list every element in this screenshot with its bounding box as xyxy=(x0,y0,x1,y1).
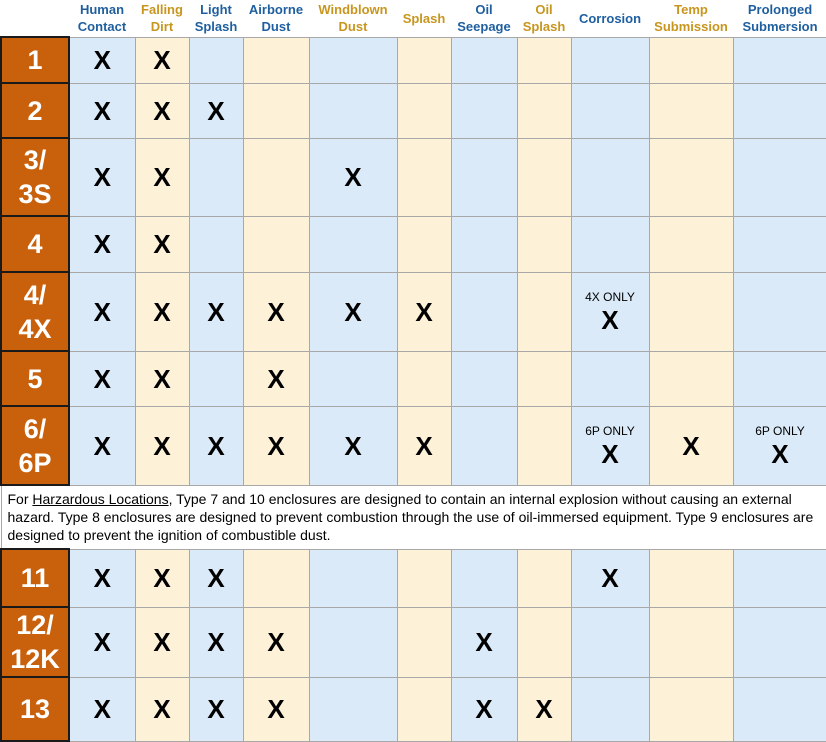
protection-cell xyxy=(451,37,517,83)
enclosure-type-cell xyxy=(1,216,69,272)
enclosure-type-cell xyxy=(1,272,69,351)
hazardous-locations-note xyxy=(1,485,826,549)
protection-cell xyxy=(243,406,309,485)
protection-cell xyxy=(571,607,649,677)
check-mark: X xyxy=(70,695,135,723)
protection-cell xyxy=(243,138,309,216)
column-header-line: Dust xyxy=(309,18,397,35)
protection-cell xyxy=(309,677,397,741)
protection-cell xyxy=(733,607,826,677)
protection-cell xyxy=(309,216,397,272)
check-mark: X xyxy=(190,695,243,723)
check-mark: X xyxy=(398,298,451,326)
protection-cell xyxy=(243,607,309,677)
protection-cell xyxy=(571,138,649,216)
check-mark: X xyxy=(136,163,189,191)
check-mark: X xyxy=(190,298,243,326)
protection-cell xyxy=(397,37,451,83)
enclosure-type-cell xyxy=(1,37,69,83)
protection-cell xyxy=(649,83,733,138)
protection-cell xyxy=(397,677,451,741)
protection-cell xyxy=(451,272,517,351)
check-mark: X xyxy=(518,695,571,723)
protection-cell xyxy=(189,351,243,406)
check-mark: X xyxy=(136,230,189,258)
column-header-line: Temp xyxy=(649,1,733,18)
check-mark: X xyxy=(136,365,189,393)
protection-cell xyxy=(69,138,135,216)
protection-cell xyxy=(189,607,243,677)
protection-cell xyxy=(733,351,826,406)
protection-cell xyxy=(733,677,826,741)
enclosure-type-cell xyxy=(1,607,69,677)
enclosure-type-label: 12K xyxy=(2,642,68,676)
column-header xyxy=(649,0,733,37)
protection-cell xyxy=(189,216,243,272)
check-mark: X xyxy=(452,695,517,723)
protection-cell xyxy=(309,272,397,351)
protection-cell xyxy=(397,607,451,677)
check-mark: X xyxy=(572,440,649,468)
check-mark: X xyxy=(244,365,309,393)
table-row xyxy=(1,549,826,607)
check-mark: X xyxy=(70,564,135,592)
column-header-line: Human xyxy=(69,1,135,18)
note-text: , Type 7 and 10 enclosures are designed to contain an internal explosion without causing an external hazard. Type 8 enclosures are designed to prevent combustion through the use of oil-immersed equipment. Type 9 enclosures are designed to prevent the ignition of combustible dust. xyxy=(8,491,814,543)
protection-cell xyxy=(135,549,189,607)
enclosure-type-cell xyxy=(1,549,69,607)
protection-cell xyxy=(571,549,649,607)
check-mark: X xyxy=(244,628,309,656)
column-header xyxy=(69,0,135,37)
check-mark: X xyxy=(190,432,243,460)
protection-cell xyxy=(517,272,571,351)
column-header-line: Corrosion xyxy=(571,10,649,27)
check-mark: X xyxy=(310,298,397,326)
protection-cell xyxy=(69,549,135,607)
protection-cell xyxy=(243,677,309,741)
check-mark: X xyxy=(190,628,243,656)
check-mark: X xyxy=(190,564,243,592)
protection-cell xyxy=(189,406,243,485)
check-mark: X xyxy=(244,432,309,460)
check-mark: X xyxy=(70,298,135,326)
table-row xyxy=(1,216,826,272)
protection-cell xyxy=(733,549,826,607)
column-header-line: Submersion xyxy=(733,18,826,35)
protection-cell xyxy=(451,351,517,406)
column-header-line: Oil xyxy=(451,1,517,18)
protection-cell xyxy=(571,677,649,741)
protection-cell xyxy=(397,272,451,351)
protection-cell xyxy=(397,138,451,216)
column-header-line: Windblown xyxy=(309,1,397,18)
protection-cell xyxy=(571,83,649,138)
enclosure-type-label: 2 xyxy=(2,94,68,128)
protection-cell xyxy=(451,138,517,216)
column-header-line: Oil xyxy=(517,1,571,18)
check-mark: X xyxy=(136,695,189,723)
protection-cell xyxy=(571,37,649,83)
protection-cell xyxy=(69,83,135,138)
header-row xyxy=(1,0,826,37)
enclosure-type-label: 4X xyxy=(2,312,68,346)
protection-cell xyxy=(517,351,571,406)
table-row xyxy=(1,406,826,485)
protection-cell xyxy=(243,37,309,83)
table-row xyxy=(1,83,826,138)
column-header-line: Seepage xyxy=(451,18,517,35)
protection-cell xyxy=(451,607,517,677)
column-header xyxy=(517,0,571,37)
info-row xyxy=(1,485,826,549)
protection-cell xyxy=(649,138,733,216)
protection-cell xyxy=(733,83,826,138)
column-header xyxy=(733,0,826,37)
protection-cell xyxy=(189,677,243,741)
protection-cell xyxy=(649,607,733,677)
enclosure-type-label: 12/ xyxy=(2,608,68,642)
column-header-line: Prolonged xyxy=(733,1,826,18)
check-mark: X xyxy=(244,695,309,723)
table-body-info xyxy=(1,485,826,549)
header-corner xyxy=(1,0,69,37)
enclosure-type-label: 5 xyxy=(2,362,68,396)
protection-cell xyxy=(517,216,571,272)
protection-cell xyxy=(571,272,649,351)
enclosure-type-cell xyxy=(1,138,69,216)
enclosure-type-cell xyxy=(1,406,69,485)
protection-cell xyxy=(309,351,397,406)
enclosure-type-label: 6/ xyxy=(2,412,68,446)
protection-cell xyxy=(243,83,309,138)
protection-cell xyxy=(69,37,135,83)
protection-cell xyxy=(135,406,189,485)
column-header xyxy=(189,0,243,37)
protection-cell xyxy=(649,37,733,83)
protection-cell xyxy=(189,138,243,216)
protection-cell xyxy=(517,549,571,607)
cell-note: 4X ONLY xyxy=(572,290,649,304)
table-row xyxy=(1,677,826,741)
check-mark: X xyxy=(70,163,135,191)
protection-cell xyxy=(243,549,309,607)
protection-cell xyxy=(135,37,189,83)
table-row xyxy=(1,351,826,406)
check-mark: X xyxy=(136,628,189,656)
protection-cell xyxy=(243,272,309,351)
protection-cell xyxy=(189,37,243,83)
check-mark: X xyxy=(136,564,189,592)
enclosure-type-cell xyxy=(1,677,69,741)
protection-cell xyxy=(243,216,309,272)
protection-cell xyxy=(451,216,517,272)
protection-cell xyxy=(135,351,189,406)
column-header-line: Splash xyxy=(189,18,243,35)
protection-cell xyxy=(451,406,517,485)
protection-cell xyxy=(69,216,135,272)
column-header-line: Light xyxy=(189,1,243,18)
protection-cell xyxy=(733,138,826,216)
enclosure-type-label: 6P xyxy=(2,446,68,480)
protection-cell xyxy=(733,272,826,351)
protection-cell xyxy=(135,83,189,138)
check-mark: X xyxy=(398,432,451,460)
protection-cell xyxy=(571,351,649,406)
check-mark: X xyxy=(70,46,135,74)
protection-cell xyxy=(517,406,571,485)
table-row xyxy=(1,138,826,216)
protection-cell xyxy=(649,351,733,406)
protection-cell xyxy=(733,406,826,485)
enclosure-type-label: 11 xyxy=(2,561,68,595)
table-body-bottom xyxy=(1,549,826,741)
column-header-line: Contact xyxy=(69,18,135,35)
check-mark: X xyxy=(70,97,135,125)
protection-cell xyxy=(69,406,135,485)
protection-cell xyxy=(189,83,243,138)
check-mark: X xyxy=(70,432,135,460)
cell-note: 6P ONLY xyxy=(734,424,826,438)
hazardous-locations-link[interactable]: Harzardous Locations xyxy=(32,491,168,507)
column-header xyxy=(135,0,189,37)
protection-cell xyxy=(309,138,397,216)
protection-cell xyxy=(517,607,571,677)
protection-cell xyxy=(649,549,733,607)
enclosure-type-label: 1 xyxy=(2,43,68,77)
table-row xyxy=(1,272,826,351)
protection-cell xyxy=(451,83,517,138)
protection-cell xyxy=(517,677,571,741)
protection-cell xyxy=(189,272,243,351)
protection-cell xyxy=(397,549,451,607)
check-mark: X xyxy=(244,298,309,326)
protection-cell xyxy=(189,549,243,607)
column-header-line: Airborne xyxy=(243,1,309,18)
check-mark: X xyxy=(310,163,397,191)
protection-cell xyxy=(517,138,571,216)
column-header xyxy=(243,0,309,37)
column-header xyxy=(397,0,451,37)
check-mark: X xyxy=(70,628,135,656)
enclosure-type-label: 3/ xyxy=(2,143,68,177)
check-mark: X xyxy=(310,432,397,460)
protection-cell xyxy=(69,351,135,406)
protection-cell xyxy=(135,607,189,677)
check-mark: X xyxy=(136,46,189,74)
column-header-line: Dirt xyxy=(135,18,189,35)
protection-cell xyxy=(397,351,451,406)
enclosure-type-cell xyxy=(1,351,69,406)
protection-cell xyxy=(135,272,189,351)
check-mark: X xyxy=(572,306,649,334)
protection-cell xyxy=(517,83,571,138)
protection-cell xyxy=(649,216,733,272)
protection-cell xyxy=(649,272,733,351)
protection-cell xyxy=(309,37,397,83)
check-mark: X xyxy=(70,230,135,258)
check-mark: X xyxy=(190,97,243,125)
protection-cell xyxy=(135,216,189,272)
check-mark: X xyxy=(650,432,733,460)
protection-cell xyxy=(571,406,649,485)
protection-cell xyxy=(451,677,517,741)
table-row xyxy=(1,37,826,83)
check-mark: X xyxy=(734,440,826,468)
column-header xyxy=(309,0,397,37)
check-mark: X xyxy=(136,432,189,460)
protection-cell xyxy=(309,549,397,607)
protection-cell xyxy=(69,677,135,741)
enclosure-type-label: 4/ xyxy=(2,278,68,312)
protection-cell xyxy=(69,272,135,351)
enclosure-type-cell xyxy=(1,83,69,138)
enclosure-type-label: 13 xyxy=(2,692,68,726)
table-row xyxy=(1,607,826,677)
column-header xyxy=(571,0,649,37)
check-mark: X xyxy=(136,298,189,326)
column-header-line: Falling xyxy=(135,1,189,18)
check-mark: X xyxy=(136,97,189,125)
protection-cell xyxy=(571,216,649,272)
column-header-line: Dust xyxy=(243,18,309,35)
protection-cell xyxy=(309,607,397,677)
enclosure-type-label: 4 xyxy=(2,227,68,261)
protection-cell xyxy=(309,83,397,138)
protection-cell xyxy=(243,351,309,406)
check-mark: X xyxy=(452,628,517,656)
protection-cell xyxy=(733,37,826,83)
protection-cell xyxy=(69,607,135,677)
protection-cell xyxy=(397,406,451,485)
enclosure-type-label: 3S xyxy=(2,177,68,211)
note-prefix: For xyxy=(8,491,33,507)
protection-cell xyxy=(649,677,733,741)
column-header-line: Splash xyxy=(397,10,451,27)
protection-cell xyxy=(309,406,397,485)
column-header xyxy=(451,0,517,37)
protection-cell xyxy=(135,677,189,741)
check-mark: X xyxy=(572,564,649,592)
check-mark: X xyxy=(70,365,135,393)
column-header-line: Splash xyxy=(517,18,571,35)
protection-cell xyxy=(397,216,451,272)
column-header-line: Submission xyxy=(649,18,733,35)
protection-cell xyxy=(451,549,517,607)
protection-cell xyxy=(135,138,189,216)
protection-cell xyxy=(649,406,733,485)
protection-cell xyxy=(397,83,451,138)
table-body-top xyxy=(1,37,826,485)
cell-note: 6P ONLY xyxy=(572,424,649,438)
protection-cell xyxy=(517,37,571,83)
protection-cell xyxy=(733,216,826,272)
